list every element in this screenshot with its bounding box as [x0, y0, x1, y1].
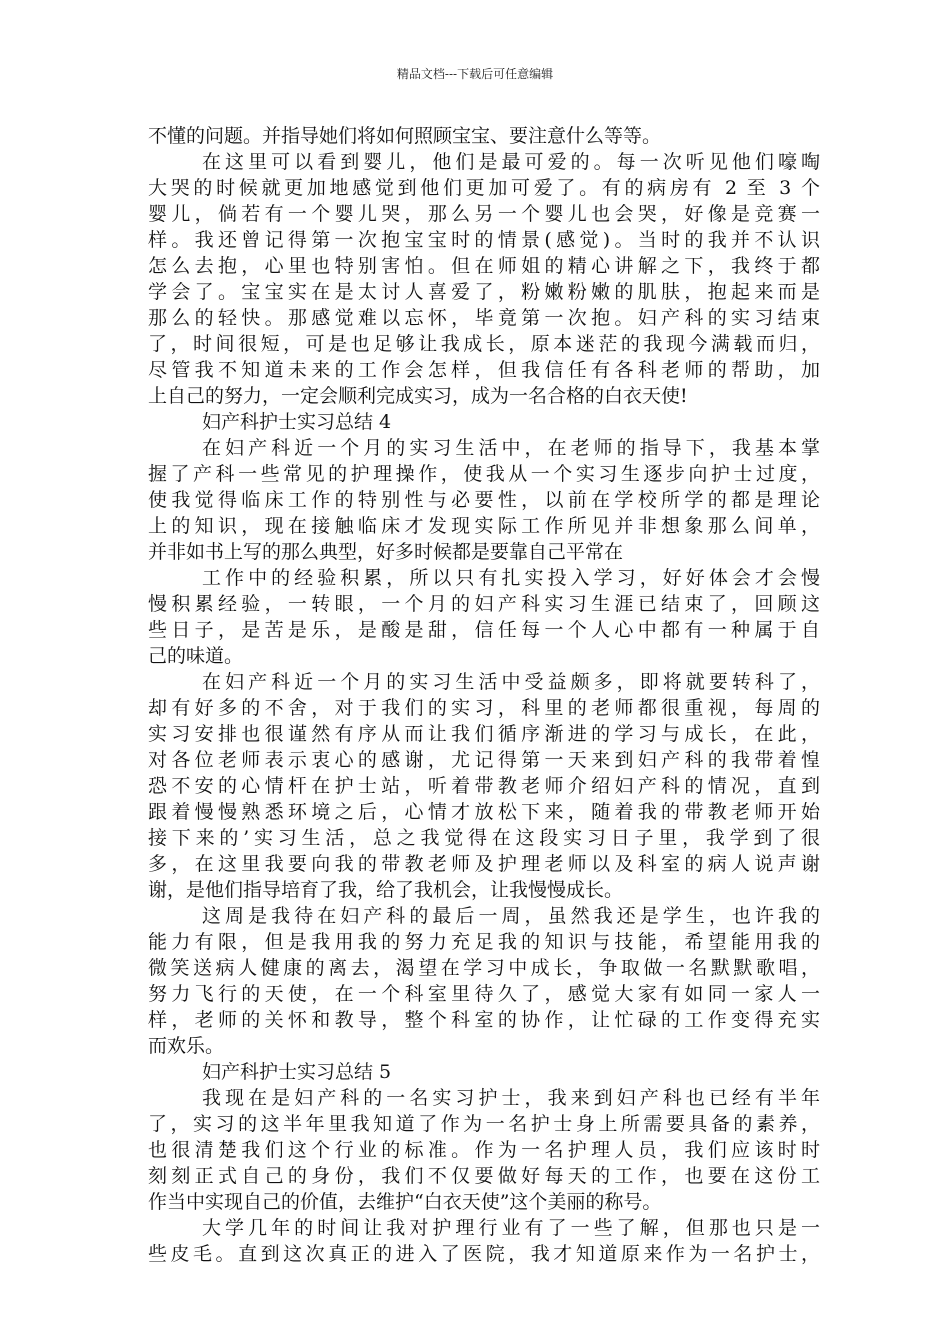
text-line: 慢积累经验，一转眼，一个月的妇产科实习生涯已结束了，回顾这: [148, 593, 820, 615]
text-line: 微笑送病人健康的离去，渴望在学习中成长，争取做一名默默歌唱，: [148, 957, 820, 979]
section-heading: 妇产科护士实习总结 5: [202, 1061, 392, 1083]
text-line: 些皮毛。直到这次真正的进入了医院，我才知道原来作为一名护士，: [148, 1243, 820, 1265]
text-line: 样，老师的关怀和教导，整个科室的协作，让忙碌的工作变得充实: [148, 1009, 820, 1031]
section-heading: 妇产科护士实习总结 4: [202, 411, 392, 433]
text-line: 婴儿，倘若有一个婴儿哭，那么另一个婴儿也会哭，好像是竞赛一: [148, 203, 820, 225]
text-line: 那么的轻快。那感觉难以忘怀，毕竟第一次抱。妇产科的实习结束: [148, 307, 820, 329]
text-line: 工作中的经验积累，所以只有扎实投入学习，好好体会才会慢: [202, 567, 820, 589]
page-header: 精品文档---下载后可任意编辑: [396, 67, 554, 81]
text-line: 学会了。宝宝实在是太讨人喜爱了，粉嫩粉嫩的肌肤，抱起来而是: [148, 281, 820, 303]
text-line: 我现在是妇产科的一名实习护士，我来到妇产科也已经有半年: [202, 1087, 820, 1109]
text-line: 实习安排也很谨然有序从而让我们循序渐进的学习与成长，在此，: [148, 723, 820, 745]
text-line: 了，实习的这半年里我知道了作为一名护士身上所需要具备的素养，: [148, 1113, 820, 1135]
text-line: 努力飞行的天使，在一个科室里待久了，感觉大家有如同一家人一: [148, 983, 820, 1005]
text-line: 并非如书上写的那么典型，好多时候都是要靠自己平常在: [148, 541, 624, 563]
text-line: 样。我还曾记得第一次抱宝宝时的情景(感觉)。当时的我并不认识: [148, 229, 820, 251]
text-line: 却有好多的不舍，对于我们的实习，科里的老师都很重视，每周的: [148, 697, 820, 719]
text-line: 怎么去抱，心里也特别害怕。但在师姐的精心讲解之下，我终于都: [148, 255, 820, 277]
document-body: [148, 123, 820, 1267]
text-line: 恐不安的心情杆在护士站，听着带教老师介绍妇产科的情况，直到: [148, 775, 820, 797]
text-line: 上自己的努力，一定会顺利完成实习，成为一名合格的白衣天使!: [148, 385, 688, 407]
text-line: 多，在这里我要向我的带教老师及护理老师以及科室的病人说声谢: [148, 853, 820, 875]
text-line: 在这里可以看到婴儿，他们是最可爱的。每一次听见他们嚎啕: [202, 151, 820, 173]
text-line: 大学几年的时间让我对护理行业有了一些了解，但那也只是一: [202, 1217, 820, 1239]
text-line: 在妇产科近一个月的实习生活中受益颇多，即将就要转科了，: [202, 671, 820, 693]
text-line: 不懂的问题。并指导她们将如何照顾宝宝、要注意什么等等。: [148, 125, 662, 147]
text-line: 接下来的’实习生活，总之我觉得在这段实习日子里，我学到了很: [148, 827, 820, 849]
text-line: 能力有限，但是我用我的努力充足我的知识与技能，希望能用我的: [148, 931, 820, 953]
text-line: 这周是我待在妇产科的最后一周，虽然我还是学生，也许我的: [202, 905, 820, 927]
text-line: 而欢乐。: [148, 1035, 225, 1057]
text-line: 刻刻正式自己的身份，我们不仅要做好每天的工作，也要在这份工: [148, 1165, 820, 1187]
text-line: 对各位老师表示衷心的感谢，尤记得第一天来到妇产科的我带着惶: [148, 749, 820, 771]
text-line: 也很清楚我们这个行业的标准。作为一名护理人员，我们应该时时: [148, 1139, 820, 1161]
text-line: 大哭的时候就更加地感觉到他们更加可爱了。有的病房有 2 至 3 个: [148, 177, 820, 199]
text-line: 使我觉得临床工作的特别性与必要性，以前在学校所学的都是理论: [148, 489, 820, 511]
text-line: 上的知识，现在接触临床才发现实际工作所见并非想象那么间单，: [148, 515, 820, 537]
text-line: 在妇产科近一个月的实习生活中，在老师的指导下，我基本掌: [202, 437, 820, 459]
text-line: 尽管我不知道未来的工作会怎样，但我信任有各科老师的帮助，加: [148, 359, 820, 381]
text-line: 握了产科一些常见的护理操作，使我从一个实习生逐步向护士过度，: [148, 463, 820, 485]
text-line: 谢，是他们指导培育了我，给了我机会，让我慢慢成长。: [148, 879, 624, 901]
text-line: 了，时间很短，可是也足够让我成长，原本迷茫的我现今满载而归，: [148, 333, 820, 355]
text-line: 些日子，是苦是乐，是酸是甜，信任每一个人心中都有一种属于自: [148, 619, 820, 641]
text-line: 作当中实现自己的价值，去维护“白衣天使”这个美丽的称号。: [148, 1191, 662, 1213]
text-line: 己的味道。: [148, 645, 244, 667]
text-line: 跟着慢慢熟悉环境之后，心情才放松下来，随着我的带教老师开始: [148, 801, 820, 823]
